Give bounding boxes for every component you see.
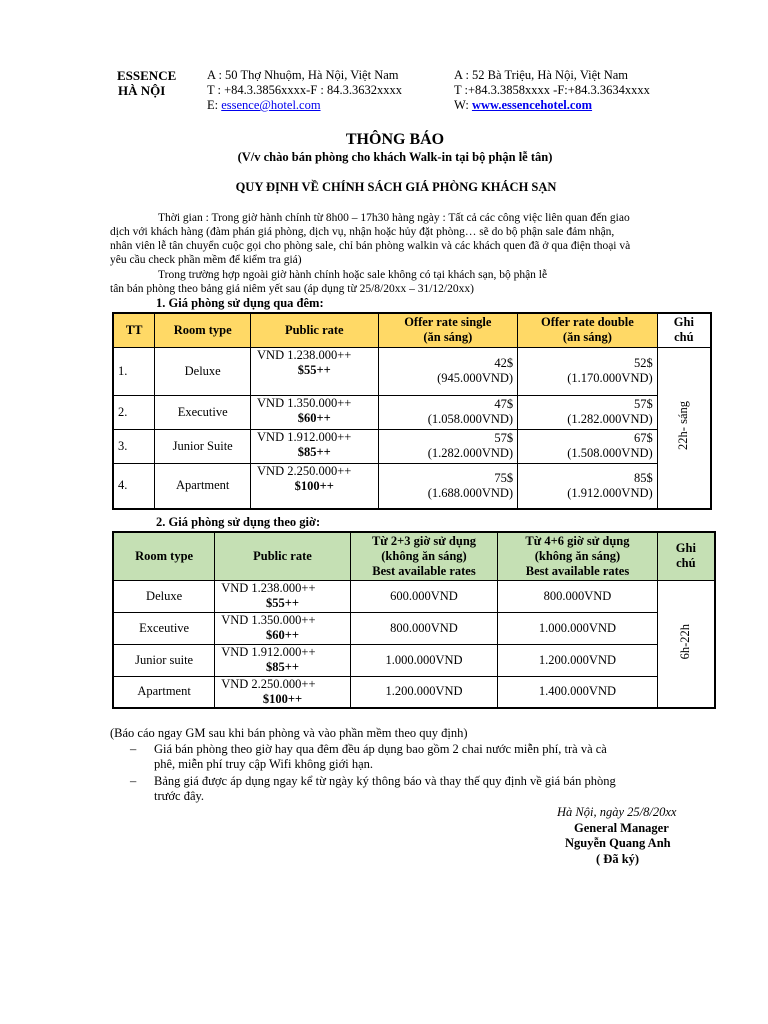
table2-header-row [113, 532, 715, 580]
col-offer-single-line1: Offer rate single [404, 315, 492, 330]
table2-heading: 2. Giá phòng sử dụng theo giờ: [156, 515, 321, 529]
col-4-6-hours [498, 532, 657, 580]
public-rate [215, 644, 351, 676]
room-type: Apartment [113, 676, 215, 708]
table-row [113, 463, 711, 509]
para2-line-2: tân bán phòng theo bảng giá niêm yết sau (áp dụng từ 25/8/20xx – 31/12/20xx) [110, 283, 474, 295]
public-rate [251, 429, 379, 463]
col-long-line3: Best available rates [525, 563, 630, 578]
col-tt: TT [113, 313, 155, 347]
brand-line-2: HÀ NỘI [118, 83, 166, 98]
table-row [113, 676, 715, 708]
offer-double [518, 347, 658, 395]
row-index: 1. [113, 347, 155, 395]
col-note-line1: Ghi [673, 315, 694, 330]
rate-2-3-hours: 1.200.000VND [350, 676, 498, 708]
section-title: QUY ĐỊNH VỀ CHÍNH SÁCH GIÁ PHÒNG KHÁCH SẠN [235, 180, 557, 194]
offer-single [378, 429, 518, 463]
rate-usd: $85++ [265, 659, 299, 674]
rate-usd: $60++ [297, 410, 331, 425]
rate-usd: $55++ [265, 595, 299, 610]
rate-4-6-hours: 1.200.000VND [498, 644, 657, 676]
rate-vnd: VND 1.350.000++ [257, 395, 352, 410]
rate-usd: $100++ [294, 478, 334, 493]
offer-single-vnd: (1.058.000VND) [427, 412, 514, 426]
list-item [110, 742, 700, 772]
col-note-line2: chú [676, 556, 696, 571]
brand-name [117, 68, 176, 98]
note-cell [657, 347, 711, 509]
table1-heading: 1. Giá phòng sử dụng qua đêm: [156, 296, 324, 310]
brand-line-1: ESSENCE [117, 68, 177, 83]
rate-usd: $60++ [265, 627, 299, 642]
offer-double-usd: 57$ [633, 397, 653, 411]
public-rate [215, 612, 351, 644]
right-web-prefix: W: [454, 98, 472, 112]
rate-vnd: VND 1.238.000++ [257, 347, 352, 362]
table1-header-row [113, 313, 711, 347]
signer-role: General Manager [574, 821, 669, 835]
left-email-prefix: E: [207, 98, 222, 112]
col-room-type: Room type [155, 313, 251, 347]
col-offer-single [378, 313, 518, 347]
para2-line-1: Trong trường hợp ngoài giờ hành chính hoặc sale không có tại khách sạn, bộ phận lễ [158, 269, 548, 281]
room-type: Junior Suite [155, 429, 251, 463]
para1-line-3: nhân viên lễ tân chuyển cuộc gọi cho phòng sale, chỉ bán phòng walkin và các khách quen đã ở qua điện thoại và [110, 240, 631, 252]
rate-2-3-hours: 1.000.000VND [350, 644, 498, 676]
rate-vnd: VND 2.250.000++ [257, 463, 352, 478]
col-short-line1: Từ 2+3 giờ sử dụng [371, 533, 477, 548]
offer-double-usd: 67$ [633, 431, 653, 445]
table-row [113, 580, 715, 612]
rate-2-3-hours: 600.000VND [350, 580, 498, 612]
offer-single-vnd: (1.688.000VND) [427, 485, 514, 500]
offer-single [378, 395, 518, 429]
left-address: A : 50 Thợ Nhuộm, Hà Nội, Việt Nam [207, 68, 399, 82]
hourly-rate-table [112, 531, 716, 709]
room-type: Junior suite [113, 644, 215, 676]
room-type: Apartment [155, 463, 251, 509]
list-item [110, 774, 700, 804]
website-link[interactable]: www.essencehotel.com [471, 98, 593, 112]
rate-usd: $55++ [297, 362, 331, 377]
public-rate [251, 347, 379, 395]
col-public-rate: Public rate [251, 313, 379, 347]
offer-double-usd: 52$ [633, 356, 653, 370]
signer-name: Nguyễn Quang Anh [565, 836, 671, 850]
public-rate [215, 676, 351, 708]
time-policy-paragraph [110, 211, 630, 267]
offer-single-usd: 47$ [494, 397, 514, 411]
left-phone: T : +84.3.3856xxxx-F : 84.3.3632xxxx [207, 83, 403, 97]
document-title: THÔNG BÁO [345, 131, 445, 148]
para1-line-1: Thời gian : Trong giờ hành chính từ 8h00 – 17h30 hàng ngày : Tất cả các công việc liên quan đến giao [158, 212, 630, 224]
offer-single-usd: 75$ [494, 470, 514, 485]
offer-double [518, 463, 658, 509]
after-hours-paragraph [110, 268, 547, 296]
report-note: (Báo cáo ngay GM sau khi bán phòng và vào phần mềm theo quy định) [110, 726, 468, 740]
signed-mark: ( Đã ký) [596, 852, 640, 866]
col-long-line2: (không ăn sáng) [534, 548, 621, 563]
col-short-line3: Best available rates [372, 563, 476, 578]
rate-4-6-hours: 1.400.000VND [498, 676, 657, 708]
public-rate [251, 463, 379, 509]
bullet-dash: – [130, 774, 137, 788]
row-index: 2. [113, 395, 155, 429]
col-offer-double [518, 313, 658, 347]
note-cell [657, 580, 715, 708]
col-long-line1: Từ 4+6 giờ sử dụng [525, 533, 630, 548]
public-rate [215, 580, 351, 612]
table-row [113, 644, 715, 676]
room-type: Deluxe [155, 347, 251, 395]
rate-4-6-hours: 800.000VND [498, 580, 657, 612]
offer-double-usd: 85$ [633, 470, 653, 485]
rate-vnd: VND 1.238.000++ [221, 580, 316, 595]
col-note-line1: Ghi [675, 541, 696, 556]
rate-usd: $85++ [297, 444, 331, 459]
table-row [113, 429, 711, 463]
offer-single-usd: 42$ [494, 356, 514, 370]
right-phone: T :+84.3.3858xxxx -F:+84.3.3634xxxx [454, 83, 650, 97]
offer-double-vnd: (1.508.000VND) [567, 446, 653, 460]
room-type: Exceutive [113, 612, 215, 644]
offer-double [518, 429, 658, 463]
note-text: 6h-22h [678, 624, 693, 660]
right-contact-block [454, 68, 650, 113]
left-contact-block [207, 68, 402, 113]
rate-vnd: VND 2.250.000++ [221, 676, 316, 691]
place-date: Hà Nội, ngày 25/8/20xx [557, 805, 677, 819]
table-row [113, 347, 711, 395]
col-note-line2: chú [674, 330, 694, 345]
col-offer-double-line1: Offer rate double [540, 315, 634, 330]
offer-single-usd: 57$ [494, 431, 514, 445]
document-subtitle: (V/v chào bán phòng cho khách Walk-in tại bộ phận lễ tân) [237, 150, 553, 164]
row-index: 3. [113, 429, 155, 463]
bullet-line-2: trước đây. [154, 789, 205, 803]
right-web-line [454, 98, 650, 113]
rate-4-6-hours: 1.000.000VND [498, 612, 657, 644]
col-note [657, 313, 711, 347]
col-public-rate: Public rate [215, 532, 351, 580]
note-text: 22h- sáng [676, 401, 691, 451]
col-note [657, 532, 715, 580]
row-index: 4. [113, 463, 155, 509]
left-email-line [207, 98, 402, 113]
col-room-type: Room type [113, 532, 215, 580]
rate-vnd: VND 1.912.000++ [221, 644, 316, 659]
table-row [113, 395, 711, 429]
rate-2-3-hours: 800.000VND [350, 612, 498, 644]
bullet-line-2: phê, miễn phí truy cập Wifi không giới hạn. [154, 757, 374, 771]
offer-double-vnd: (1.170.000VND) [567, 371, 653, 385]
col-2-3-hours [350, 532, 498, 580]
col-short-line2: (không ăn sáng) [381, 548, 467, 563]
public-rate [251, 395, 379, 429]
para1-line-2: dịch với khách hàng (đàm phán giá phòng, dịch vụ, nhận hoặc hủy đặt phòng… sẽ do bộ phận sale đảm nhận, [110, 226, 615, 238]
rate-vnd: VND 1.350.000++ [221, 612, 316, 627]
offer-single-vnd: (1.282.000VND) [427, 446, 514, 460]
notes-list [110, 742, 700, 804]
para1-line-4: yêu cầu check phần mềm để kiểm tra giá) [110, 254, 302, 266]
room-type: Executive [155, 395, 251, 429]
offer-double [518, 395, 658, 429]
col-offer-single-line2: (ăn sáng) [423, 330, 473, 345]
table-row [113, 612, 715, 644]
offer-double-vnd: (1.282.000VND) [567, 412, 653, 426]
bullet-dash: – [130, 742, 137, 756]
offer-double-vnd: (1.912.000VND) [567, 485, 653, 500]
room-type: Deluxe [113, 580, 215, 612]
rate-usd: $100++ [262, 691, 303, 706]
overnight-rate-table [112, 312, 712, 510]
offer-single [378, 463, 518, 509]
col-offer-double-line2: (ăn sáng) [562, 330, 612, 345]
offer-single-vnd: (945.000VND) [437, 371, 514, 385]
offer-single [378, 347, 518, 395]
bullet-line-1: Bảng giá được áp dụng ngay kể từ ngày ký thông báo và thay thế quy định về giá bán phòng [154, 774, 616, 788]
bullet-line-1: Giá bán phòng theo giờ hay qua đêm đều áp dụng bao gồm 2 chai nước miễn phí, trà và cà [154, 742, 607, 756]
email-link[interactable]: essence@hotel.com [221, 98, 321, 112]
rate-vnd: VND 1.912.000++ [257, 429, 352, 444]
right-address: A : 52 Bà Triệu, Hà Nội, Việt Nam [454, 68, 629, 82]
